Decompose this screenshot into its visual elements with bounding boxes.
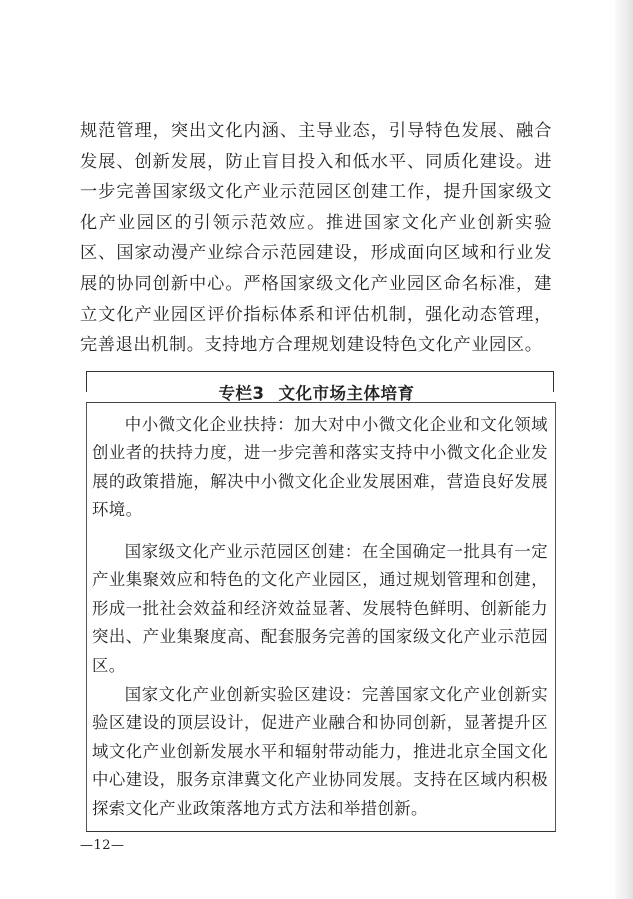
page-number: —12—	[80, 838, 125, 853]
scan-edge-shadow	[615, 0, 633, 899]
box-heading: 文化市场主体培育	[278, 384, 415, 403]
box-title	[0, 380, 633, 404]
box-paragraph-sme-support: 中小微文化企业扶持：加大对中小微文化企业和文化领域创业者的扶持力度，进一步完善和落实支持中小微文化企业发展的政策措施，解决中小微文化企业发展困难，营造良好发展环境。	[92, 415, 548, 520]
box-top-border	[86, 371, 554, 372]
box-paragraph-demo-park: 国家级文化产业示范园区创建：在全国确定一批具有一定产业集聚效应和特色的文化产业园区，通过规划管理和创建，形成一批社会效益和经济效益显著、发展特色鲜明、创新能力突出、产业集聚度高、配套服务完善的国家级文化产业示范园区。	[92, 542, 548, 675]
box-label: 专栏3	[218, 384, 265, 403]
box-paragraph-innovation-zone: 国家文化产业创新实验区建设：完善国家文化产业创新实验区建设的顶层设计，促进产业融合和协同创新，显著提升区域文化产业创新发展水平和辐射带动能力，推进北京全国文化中心建设，服务京津冀文化产业协同发展。支持在区域内积极探索文化产业政策落地方式方法和举措创新。	[92, 685, 548, 818]
body-paragraph: 规范管理，突出文化内涵、主导业态，引导特色发展、融合发展、创新发展，防止盲目投入和低水平、同质化建设。进一步完善国家级文化产业示范园区创建工作，提升国家级文化产业园区的引领示范效应。推进国家文化产业创新实验区、国家动漫产业综合示范园建设，形成面向区域和行业发展的协同创新中心。严格国家级文化产业园区命名标准，建立文化产业园区评价指标体系和评估机制，强化动态管理，完善退出机制。支持地方合理规划建设特色文化产业园区。	[80, 121, 552, 356]
